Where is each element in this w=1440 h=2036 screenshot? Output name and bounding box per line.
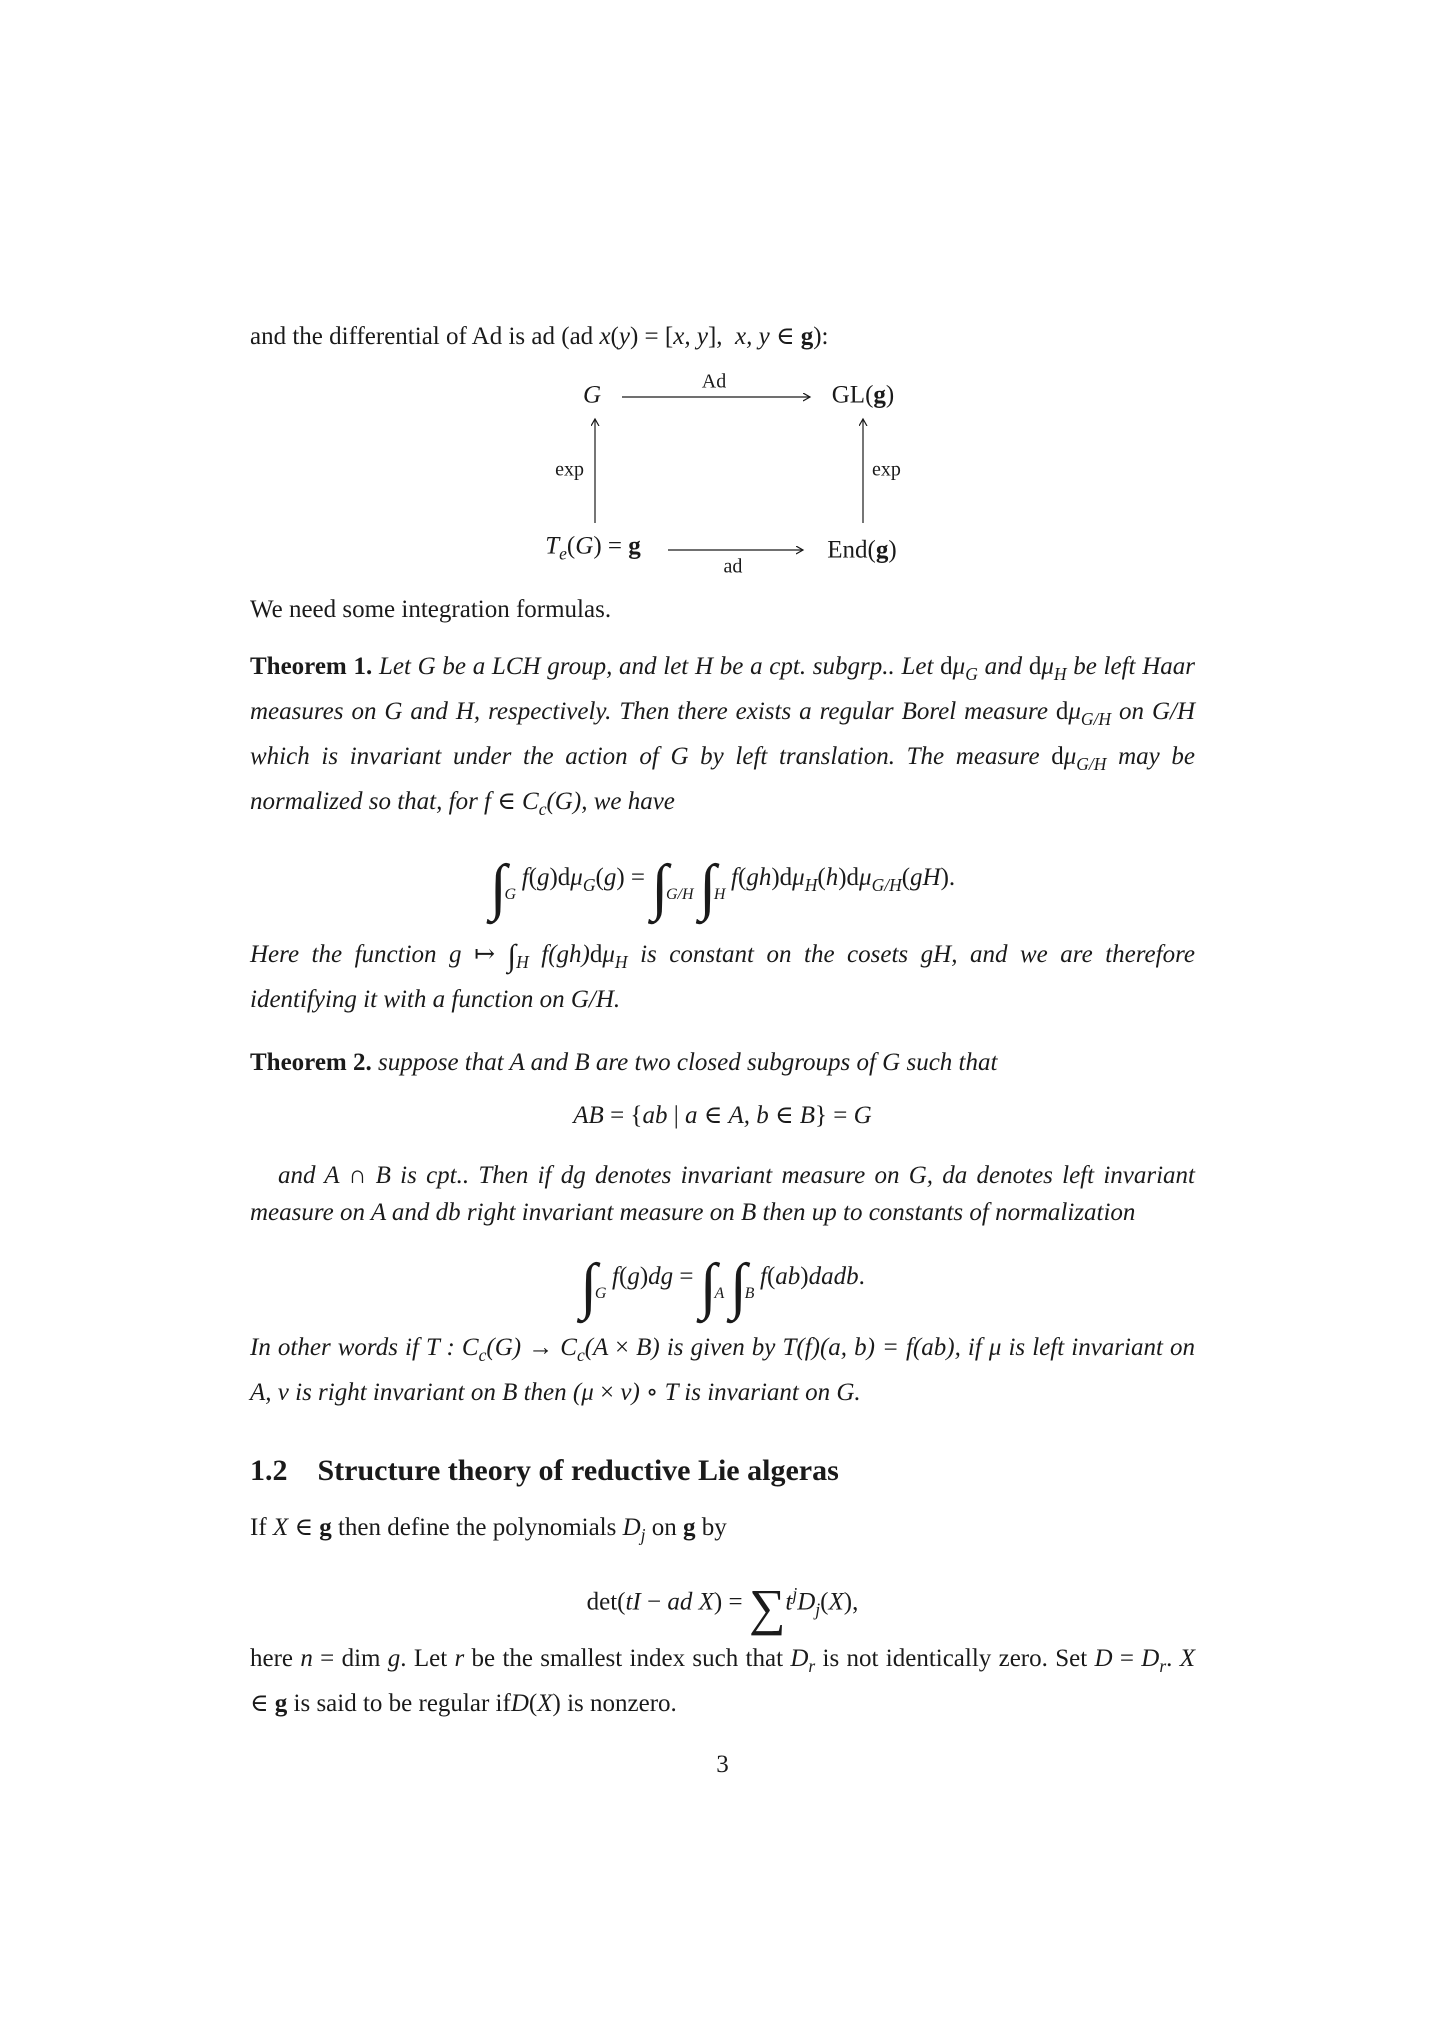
remark-theorem-1: Here the function g ↦ $\int_H$ $f(gh)d\mu_H$ is constant on the cosets gH, and we are therefore identifying it with a function on G/H.	[250, 937, 1195, 1013]
theorem-1: Theorem 1. Let G be a LCH group, and let H be a cpt. subgrp.. Let $d\mu_G$ and $d\mu_H$ be left Haar measures on G and H, respectively. Then there exists a regular Borel measure $d\mu_{G/H}$ on G/H which is invariant under the action of G by left translation. The measure $d\mu_{G/H}$ may be normalized so that, for f ∈ $C_c(G)$, we have	[250, 653, 1195, 819]
diagram-node-GL-g: GL(g)	[831, 381, 895, 409]
diagram-label-ad: ad	[723, 555, 743, 578]
remark-theorem-2: In other words if T : $C_c(G) \to C_c(A \times B)$ is given by T(f)(a, b) = f(ab), if μ is left invariant on A, ν is right invariant on B then (μ × ν) ∘ T is invariant on G.	[250, 1334, 1195, 1406]
diagram-node-TeG: $T_e(G) = g$	[545, 532, 641, 564]
diagram-label-exp-right: exp	[872, 458, 901, 481]
page-content	[250, 318, 1195, 1783]
section-heading	[250, 1449, 1195, 1493]
paragraph-define-polynomials: If X ∈ g then define the polynomials $D_j$ on g by	[250, 1514, 727, 1545]
theorem-2: Theorem 2. suppose that A and B are two closed subgroups of G such that	[250, 1049, 998, 1076]
diagram-label-Ad: Ad	[701, 370, 727, 393]
equation-AB-set: AB = {ab | a ∈ A, b ∈ B} = G	[573, 1102, 872, 1129]
theorem-2-continued: and A ∩ B is cpt.. Then if dg denotes invariant measure on G, da denotes left invariant measure on A and db right invariant measure on B then up to constants of normalization	[250, 1162, 1195, 1226]
paragraph-note: We need some integration formulas.	[250, 596, 612, 623]
paragraph-regular-element: here n = dim g. Let r be the smallest index such that $D_r$ is not identically zero. Set $D = D_r$. X ∈ g is said to be regular ifD(X) is nonzero.	[250, 1645, 1195, 1717]
commutative-diagram	[250, 370, 1195, 585]
equation-product-integral: $\int_Gf(g)dg$ = $\int_A\int_Bf(ab)dadb$.	[580, 1250, 865, 1321]
diagram-label-exp-left: exp	[555, 458, 584, 481]
page-number: 3	[716, 1751, 729, 1778]
section-title: Structure theory of reductive Lie algeras	[317, 1454, 839, 1487]
diagram-node-G: G	[582, 381, 602, 409]
equation-haar-quotient: $\int_Gf(g)d\mu_G(g) = \int_{G/H}\int_Hf(gh)d\mu_H(h)d\mu_{G/H}(gH)$.	[489, 851, 956, 922]
diagram-node-End-g: End(g)	[827, 536, 897, 564]
paragraph-intro: and the differential of Ad is ad (ad x(y) = [x, y], x, y ∈ g):	[250, 323, 829, 350]
equation-det-characteristic: det(tI − ad $X) = \sum t^jD_j(X)$,	[586, 1579, 859, 1637]
section-number: 1.2	[250, 1454, 288, 1487]
